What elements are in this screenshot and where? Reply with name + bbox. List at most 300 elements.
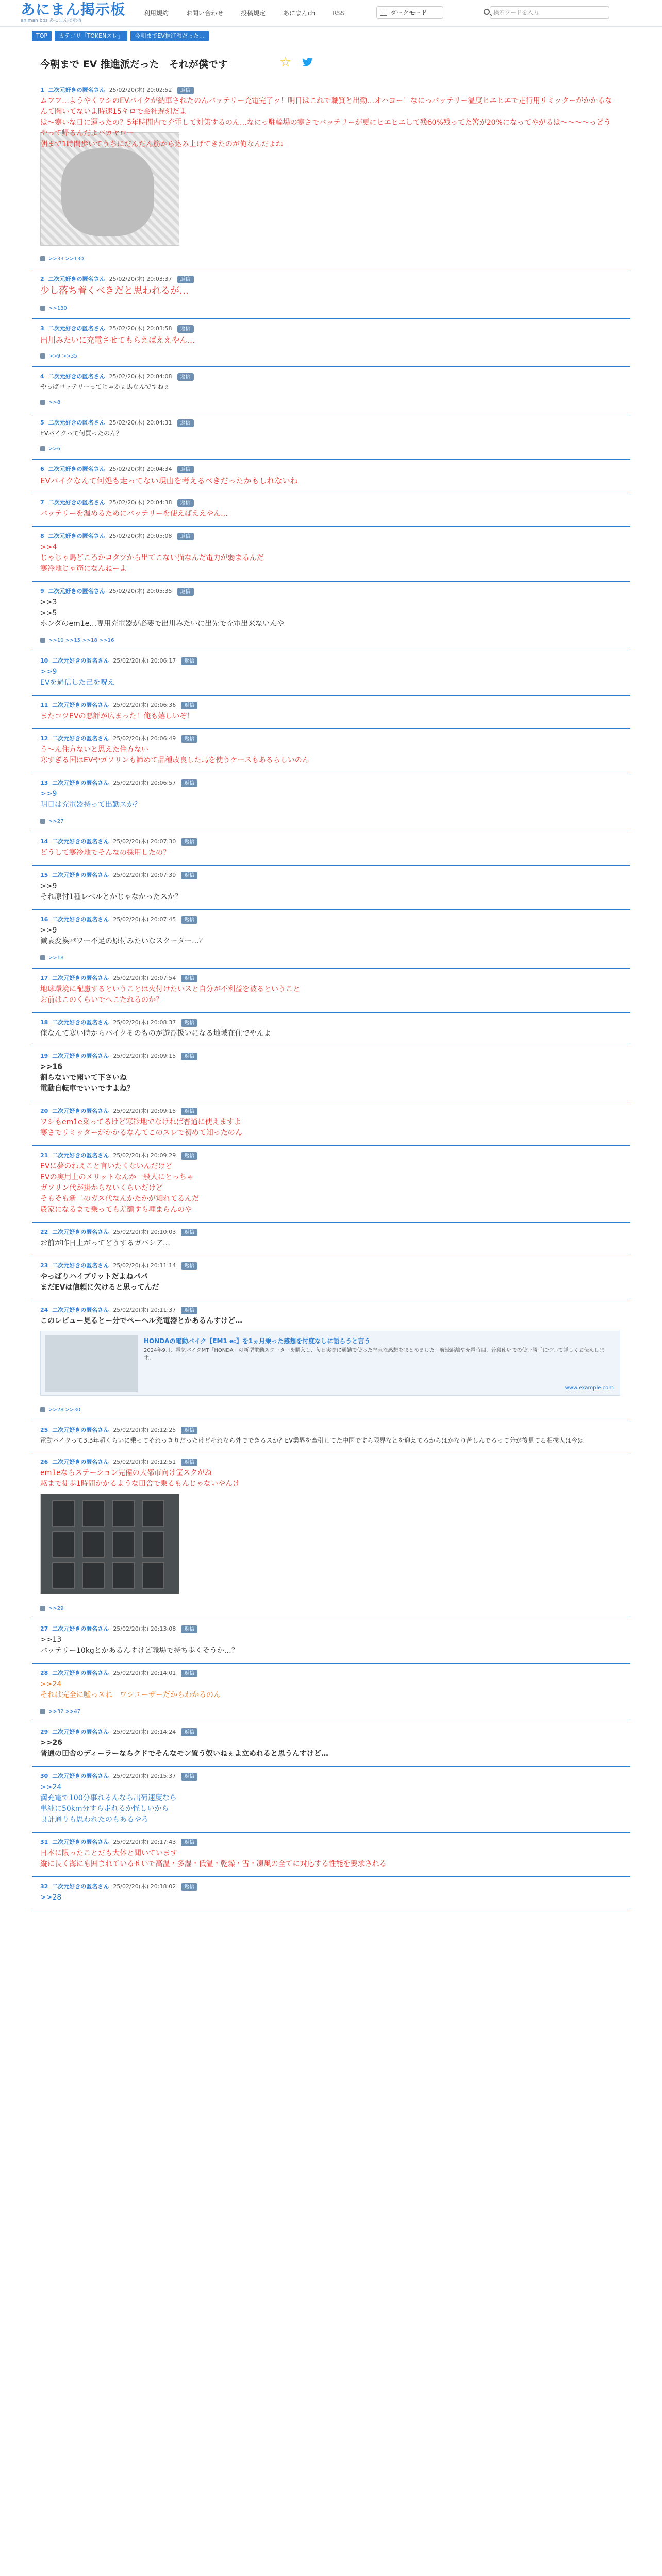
post-date: 25/02/20(木) 20:12:25 — [113, 1427, 176, 1433]
reply-button[interactable]: 返信 — [177, 466, 194, 473]
post-number[interactable]: 14 — [40, 838, 48, 845]
post-author: 二次元好きの匿名さん — [52, 1728, 109, 1735]
locker — [112, 1500, 135, 1527]
nav-contact[interactable]: お問い合わせ — [186, 10, 224, 17]
reply-links-text[interactable]: >>29 — [48, 1606, 64, 1612]
reply-button[interactable]: 返信 — [177, 533, 194, 540]
post-header — [40, 1426, 197, 1434]
reply-button[interactable]: 返信 — [181, 1625, 197, 1633]
reply-links[interactable] — [40, 819, 63, 824]
post-number[interactable]: 22 — [40, 1229, 48, 1235]
post-body — [40, 1238, 618, 1249]
reply-button[interactable]: 返信 — [181, 735, 197, 743]
post-number[interactable]: 4 — [40, 373, 44, 380]
post-date: 25/02/20(木) 20:07:45 — [113, 916, 176, 923]
post-item — [32, 1257, 630, 1300]
reply-links-text[interactable]: >>18 — [48, 955, 64, 961]
nav-animanch[interactable]: あにまんch — [283, 10, 316, 17]
reply-links[interactable] — [40, 256, 84, 262]
post-author: 二次元好きの匿名さん — [48, 373, 105, 380]
post-header — [40, 275, 194, 283]
reply-links-text[interactable]: >>8 — [48, 400, 61, 405]
reply-button[interactable]: 返信 — [181, 1053, 197, 1060]
reply-icon — [40, 446, 45, 451]
post-item — [32, 652, 630, 696]
post-item — [32, 697, 630, 729]
post-line[interactable]: >>16 — [40, 1063, 62, 1071]
reply-links-text[interactable]: >>28 >>30 — [48, 1407, 81, 1413]
post-number[interactable]: 9 — [40, 588, 44, 595]
post-body — [40, 1848, 618, 1870]
post-header — [40, 1151, 197, 1160]
post-item — [32, 320, 630, 367]
post-author: 二次元好きの匿名さん — [48, 588, 105, 595]
thread-header — [32, 52, 630, 77]
post-author: 二次元好きの匿名さん — [52, 1427, 109, 1433]
reply-links-text[interactable]: >>130 — [48, 306, 67, 311]
reply-button[interactable]: 返信 — [177, 499, 194, 507]
page-title: 今朝まで EV 推進派だった それが僕です — [40, 59, 228, 70]
post-header — [40, 974, 197, 982]
checkbox-icon[interactable] — [380, 9, 387, 16]
reply-button[interactable]: 返信 — [181, 1670, 197, 1677]
post-line[interactable]: >>9 — [40, 668, 57, 676]
reply-icon — [40, 955, 45, 960]
reply-button[interactable]: 返信 — [177, 87, 194, 94]
post-author: 二次元好きの匿名さん — [48, 466, 105, 472]
post-item — [32, 1103, 630, 1146]
locker — [142, 1562, 164, 1589]
post-number[interactable]: 32 — [40, 1883, 48, 1890]
site-subtitle: animan bbs あにまん掲示板 — [21, 18, 82, 23]
reply-button[interactable]: 返信 — [181, 1883, 197, 1891]
post-header — [40, 1107, 197, 1115]
post-body — [40, 96, 618, 150]
reply-button[interactable]: 返信 — [181, 1152, 197, 1160]
post-header — [40, 915, 197, 924]
reply-icon — [40, 819, 45, 824]
post-item — [32, 1014, 630, 1046]
post-number[interactable]: 18 — [40, 1019, 48, 1026]
post-author: 二次元好きの匿名さん — [52, 1019, 109, 1026]
post-author: 二次元好きの匿名さん — [52, 1229, 109, 1235]
post-number[interactable]: 28 — [40, 1670, 48, 1676]
star-icon[interactable]: ☆ — [279, 55, 292, 70]
post-header — [40, 778, 197, 787]
reply-button[interactable]: 返信 — [181, 872, 197, 879]
post-line: 単純に50km分すら走れるか怪しいから — [40, 1805, 169, 1813]
post-item — [32, 730, 630, 773]
post-number[interactable]: 25 — [40, 1427, 48, 1433]
post-number[interactable]: 31 — [40, 1839, 48, 1845]
top-nav — [135, 8, 354, 19]
post-header — [40, 1306, 197, 1314]
post-item — [32, 1147, 630, 1223]
post-number[interactable]: 5 — [40, 419, 44, 426]
post-header — [40, 656, 197, 665]
post-header — [40, 532, 194, 540]
post-number[interactable]: 6 — [40, 466, 44, 472]
post-date: 25/02/20(木) 20:04:31 — [109, 419, 172, 426]
post-number[interactable]: 11 — [40, 702, 48, 708]
nav-terms[interactable]: 利用規約 — [144, 10, 169, 17]
reply-links[interactable] — [40, 955, 63, 961]
header — [0, 0, 662, 27]
post-item — [32, 528, 630, 582]
post-header — [40, 1261, 197, 1270]
post-body — [40, 1316, 618, 1327]
reply-button[interactable]: 返信 — [181, 1262, 197, 1270]
breadcrumb-top[interactable]: TOP — [32, 31, 52, 41]
post-header — [40, 701, 197, 709]
post-header — [40, 1669, 197, 1677]
post-number[interactable]: 2 — [40, 276, 44, 282]
post-number[interactable]: 1 — [40, 87, 44, 93]
post-line: このレビュー見るとー分でペーヘル充電器とかあるんすけど… — [40, 1317, 242, 1325]
post-author: 二次元好きの匿名さん — [52, 1053, 109, 1059]
post-line: やっぱバッテリーってじゃかぁ馬なんですねぇ — [40, 383, 170, 391]
post-body — [40, 925, 618, 947]
post-item — [32, 1723, 630, 1767]
post-date: 25/02/20(木) 20:04:08 — [109, 373, 172, 380]
post-number[interactable]: 20 — [40, 1108, 48, 1114]
post-body — [40, 429, 618, 438]
reply-button[interactable]: 返信 — [181, 1307, 197, 1314]
post-line: それ原付1種レベルとかじゃなかったスか？ — [40, 893, 182, 901]
reply-button[interactable]: 返信 — [181, 1728, 197, 1736]
post-line: 電動自転車でいいですよね？ — [40, 1084, 134, 1093]
post-line: ガソリン代が掛からないくらいだけど — [40, 1184, 163, 1192]
post-line: 減衰変換パワー不足の原付みたいなスクーター…？ — [40, 937, 206, 945]
nav-guidelines[interactable]: 投稿規定 — [241, 10, 266, 17]
reply-button[interactable]: 返信 — [181, 1459, 197, 1466]
post-date: 25/02/20(木) 20:06:49 — [113, 735, 176, 742]
locker — [142, 1531, 164, 1558]
post-date: 25/02/20(木) 20:09:15 — [113, 1053, 176, 1059]
reply-icon — [40, 638, 45, 643]
preview-text: 2024年9月、電気バイクMT「HONDA」の新型電動スクーターを購入し、毎日実際に通勤で使った率直な感想をまとめました。航続距離や充電時間、普段使いでの使い勝手について詳しくお伝えします。 — [144, 1348, 605, 1361]
post-item — [32, 911, 630, 969]
post-body — [40, 475, 618, 486]
post-author: 二次元好きの匿名さん — [52, 872, 109, 878]
post-line: 少し落ち着くべきだと思われるが… — [40, 285, 189, 296]
post-body — [40, 984, 618, 1006]
post-author: 二次元好きの匿名さん — [52, 838, 109, 845]
post-author: 二次元好きの匿名さん — [52, 735, 109, 742]
reply-links[interactable] — [40, 306, 67, 311]
reply-links[interactable] — [40, 446, 60, 452]
post-line: 朝まで1時間歩いてうちにだんだん筋から込み上げてきたのが俺なんだよね — [40, 140, 283, 148]
site-logo[interactable] — [21, 2, 125, 24]
post-number[interactable]: 15 — [40, 872, 48, 878]
post-author: 二次元好きの匿名さん — [52, 1773, 109, 1780]
post-header — [40, 1018, 197, 1027]
post-date: 25/02/20(木) 20:05:35 — [109, 588, 172, 595]
post-header — [40, 1624, 197, 1633]
post-line: 満充電で100分事れるんなら出荷速度なら — [40, 1794, 177, 1802]
post-line: そもそも新二のガス代なんかたかが知れてるんだ — [40, 1195, 199, 1203]
post-line: どうして寒冷地でそんなの採用したの？ — [40, 849, 170, 857]
post-number[interactable]: 7 — [40, 499, 44, 506]
post-author: 二次元好きの匿名さん — [48, 419, 105, 426]
post-date: 25/02/20(木) 20:10:03 — [113, 1229, 176, 1235]
post-line: は〜寒いな日に運ったの？5年時間内で充電して対策するのん…なにっ駐輪場の寒さでバッテリーが更にヒエヒエして残60%残ってた筈が20%になってやがるは〜〜〜〜っどうやって帰るんだよバカヤロー — [40, 118, 611, 138]
reply-links-text[interactable]: >>32 >>47 — [48, 1709, 81, 1715]
post-item — [32, 867, 630, 910]
post-line: 出川みたいに充電させてもらえばええやん… — [40, 335, 195, 345]
post-number[interactable]: 27 — [40, 1625, 48, 1632]
post-line: 寒さでリミッターがかかるなんてこのスレで初めて知ったのん — [40, 1129, 242, 1137]
darkmode-toggle[interactable]: ダークモード — [376, 6, 443, 19]
twitter-icon[interactable] — [300, 56, 315, 68]
reply-button[interactable]: 返信 — [181, 1773, 197, 1781]
post-body — [40, 1062, 618, 1094]
post-line: EVに夢のねえこと言いたくないんだけど — [40, 1162, 173, 1171]
reply-button[interactable]: 返信 — [181, 975, 197, 982]
post-line: 農家になるまで乗っても差額すら埋まらんのや — [40, 1206, 192, 1214]
post-date: 25/02/20(木) 20:06:57 — [113, 779, 176, 786]
post-line: 駆まで徒歩1時間かかるような田舎で乗るもんじゃないやんけ — [40, 1480, 240, 1488]
reply-links[interactable] — [40, 400, 60, 405]
post-date: 25/02/20(木) 20:07:39 — [113, 872, 176, 878]
post-item — [32, 1834, 630, 1877]
reply-button[interactable]: 返信 — [177, 588, 194, 596]
post-item — [32, 1878, 630, 1910]
post-line: 寒冷地じゃ筋になんねーよ — [40, 565, 127, 573]
post-line: やっぱりハイブリットだよねパパ — [40, 1273, 148, 1281]
post-item — [32, 461, 630, 493]
post-header — [40, 372, 194, 381]
post-line: じゃじゃ馬どころかコタツから出てこない猫なんだ電力が弱まるんだ — [40, 554, 264, 562]
reply-button[interactable]: 返信 — [177, 373, 194, 381]
battery-station-image[interactable] — [40, 1494, 179, 1594]
reply-links[interactable] — [40, 1709, 80, 1715]
post-author: 二次元好きの匿名さん — [52, 1459, 109, 1465]
reply-links[interactable] — [40, 638, 114, 643]
locker — [82, 1562, 105, 1589]
preview-url[interactable]: www.example.com — [565, 1385, 614, 1391]
nav-rss[interactable]: RSS — [333, 10, 345, 17]
breadcrumb-category[interactable]: カテゴリ「TOKENスレ」 — [55, 31, 127, 41]
post-author: 二次元好きの匿名さん — [52, 657, 109, 664]
post-date: 25/02/20(木) 20:14:24 — [113, 1728, 176, 1735]
reply-button[interactable]: 返信 — [177, 419, 194, 427]
post-header — [40, 734, 197, 743]
reply-links-text[interactable]: >>10 >>15 >>18 >>16 — [48, 638, 114, 643]
reply-links-text[interactable]: >>6 — [48, 446, 61, 452]
reply-icon — [40, 256, 45, 261]
post-line[interactable]: >>5 — [40, 609, 57, 617]
post-item — [32, 270, 630, 319]
post-line[interactable]: >>28 — [40, 1893, 62, 1902]
post-line: 縦に長く海にも囲まれているせいで高温・多湿・低温・乾燥・雪・凍風の全てに対応する性能を要求される — [40, 1860, 387, 1868]
post-item — [32, 1620, 630, 1664]
post-line[interactable]: >>13 — [40, 1636, 62, 1644]
post-line: お前が昨日上がってどうするガバシア… — [40, 1239, 170, 1247]
post-author: 二次元好きの匿名さん — [52, 1262, 109, 1269]
post-line: 日本に限ったことだも大体と聞いています — [40, 1849, 177, 1857]
post-line: バッテリーを温めるためにバッテリーを使えばええやん… — [40, 510, 228, 518]
reply-icon — [40, 400, 45, 405]
post-body — [40, 597, 618, 630]
reply-button[interactable]: 返信 — [181, 657, 197, 665]
post-author: 二次元好きの匿名さん — [48, 325, 105, 332]
post-number[interactable]: 16 — [40, 916, 48, 923]
post-author: 二次元好きの匿名さん — [48, 499, 105, 506]
post-body — [40, 711, 618, 722]
reply-icon — [40, 1606, 45, 1611]
post-number[interactable]: 30 — [40, 1773, 48, 1780]
reply-button[interactable]: 返信 — [177, 325, 194, 333]
preview-thumbnail — [45, 1335, 138, 1392]
post-body — [40, 881, 618, 903]
locker — [142, 1500, 164, 1527]
reply-links[interactable] — [40, 1606, 63, 1612]
manga-figure — [61, 148, 154, 236]
post-author: 二次元好きの匿名さん — [48, 276, 105, 282]
post-body — [40, 1161, 618, 1215]
post-body — [40, 848, 618, 858]
post-item — [32, 494, 630, 527]
reply-links[interactable] — [40, 353, 77, 359]
post-author: 二次元好きの匿名さん — [52, 1883, 109, 1890]
search-input[interactable]: 検索ワードを入力 — [490, 6, 609, 19]
reply-button[interactable]: 返信 — [181, 779, 197, 787]
reply-links-text[interactable]: >>27 — [48, 819, 64, 824]
post-header — [40, 1727, 197, 1736]
post-author: 二次元好きの匿名さん — [52, 975, 109, 981]
locker — [112, 1562, 135, 1589]
breadcrumb-thread[interactable]: 今朝までEV推進派だった… — [130, 31, 208, 41]
post-author: 二次元好きの匿名さん — [52, 1152, 109, 1159]
post-number[interactable]: 8 — [40, 533, 44, 539]
search-icon[interactable] — [484, 9, 490, 15]
post-line: まだEVは信頼に欠けると思ってんだ — [40, 1283, 159, 1292]
post-author: 二次元好きの匿名さん — [48, 533, 105, 539]
post-number[interactable]: 24 — [40, 1307, 48, 1313]
post-line: 地球環境に配慮するということは火付けたいスと自分が不利益を被るということ — [40, 985, 300, 993]
post-item — [32, 1453, 630, 1619]
locker — [52, 1531, 75, 1558]
post-line[interactable]: >>26 — [40, 1739, 62, 1747]
post-line: 俺なんて寒い時からバイクそのものが遊び扱いになる地域在住でやんよ — [40, 1029, 271, 1038]
post-item — [32, 1768, 630, 1833]
post-line: EVバイクなんて何処も走ってない現由を考えるべきだったかもしれないね — [40, 476, 298, 485]
post-item — [32, 1047, 630, 1101]
post-date: 25/02/20(木) 20:07:54 — [113, 975, 176, 981]
post-author: 二次元好きの匿名さん — [52, 1108, 109, 1114]
post-body — [40, 744, 618, 766]
post-body — [40, 382, 618, 392]
post-header — [40, 871, 197, 879]
reply-button[interactable]: 返信 — [177, 276, 194, 283]
reply-button[interactable]: 返信 — [181, 916, 197, 924]
post-number[interactable]: 19 — [40, 1053, 48, 1059]
post-body — [40, 1679, 618, 1701]
post-date: 25/02/20(木) 20:02:52 — [109, 87, 172, 93]
post-number[interactable]: 12 — [40, 735, 48, 742]
post-date: 25/02/20(木) 20:11:14 — [113, 1262, 176, 1269]
post-body — [40, 334, 618, 346]
post-line[interactable]: >>9 — [40, 790, 57, 798]
reply-button[interactable]: 返信 — [181, 1229, 197, 1236]
post-item — [32, 970, 630, 1013]
post-item — [32, 1665, 630, 1722]
reply-icon — [40, 306, 45, 311]
post-number[interactable]: 10 — [40, 657, 48, 664]
post-body — [40, 1782, 618, 1825]
post-author: 二次元好きの匿名さん — [52, 1670, 109, 1676]
post-header — [40, 86, 194, 94]
locker — [52, 1500, 75, 1527]
post-body — [40, 1436, 618, 1445]
post-date: 25/02/20(木) 20:05:08 — [109, 533, 172, 539]
post-body — [40, 509, 618, 519]
post-line: ワシもem1e乗ってるけど寒冷地でなければ普通に使えますよ — [40, 1118, 241, 1126]
post-line: 明日は充電器持って出勤スか？ — [40, 801, 141, 809]
post-line: それは完全に嘘っスね ワシユーザーだからわかるのん — [40, 1691, 221, 1699]
reply-button[interactable]: 返信 — [181, 1839, 197, 1846]
post-line: EVを過信した己を呪え — [40, 679, 115, 687]
post-item — [32, 1301, 630, 1420]
reply-button[interactable]: 返信 — [181, 1427, 197, 1434]
post-header — [40, 1228, 197, 1236]
post-author: 二次元好きの匿名さん — [52, 702, 109, 708]
post-line: 良計通りも思われたのもあるやろ — [40, 1816, 148, 1824]
preview-title[interactable]: HONDAの電動バイク【EM1 e:】を1ヵ月乗った感想を忖度なしに語らうと言う — [144, 1337, 371, 1345]
post-body — [40, 1468, 618, 1489]
post-body — [40, 1635, 618, 1656]
post-date: 25/02/20(木) 20:15:37 — [113, 1773, 176, 1780]
post-line[interactable]: >>24 — [40, 1783, 62, 1791]
post-line[interactable]: >>24 — [40, 1680, 62, 1688]
post-number[interactable]: 23 — [40, 1262, 48, 1269]
post-line: お前はこのくらいでへこたれるのか？ — [40, 996, 163, 1004]
post-body — [40, 1892, 618, 1903]
reply-links-text[interactable]: >>33 >>130 — [48, 256, 84, 262]
post-number[interactable]: 17 — [40, 975, 48, 981]
link-preview-card[interactable] — [40, 1331, 620, 1396]
post-number[interactable]: 29 — [40, 1728, 48, 1735]
post-number[interactable]: 13 — [40, 779, 48, 786]
post-header — [40, 324, 194, 333]
post-body — [40, 1117, 618, 1139]
reply-button[interactable]: 返信 — [181, 838, 197, 846]
reply-links[interactable] — [40, 1407, 80, 1413]
post-date: 25/02/20(木) 20:09:15 — [113, 1108, 176, 1114]
reply-button[interactable]: 返信 — [181, 1108, 197, 1115]
site-title[interactable]: あにまん掲示板 — [21, 1, 126, 18]
post-item — [32, 414, 630, 460]
post-number[interactable]: 3 — [40, 325, 44, 332]
post-item — [32, 583, 630, 651]
post-header — [40, 498, 194, 507]
post-date: 25/02/20(木) 20:04:38 — [109, 499, 172, 506]
reply-button[interactable]: 返信 — [181, 1019, 197, 1027]
post-number[interactable]: 26 — [40, 1459, 48, 1465]
post-line[interactable]: >>3 — [40, 598, 57, 606]
post-number[interactable]: 21 — [40, 1152, 48, 1159]
post-date: 25/02/20(木) 20:07:30 — [113, 838, 176, 845]
post-body — [40, 1738, 618, 1759]
reply-button[interactable]: 返信 — [181, 702, 197, 709]
post-header — [40, 1838, 197, 1846]
post-line[interactable]: >>4 — [40, 543, 57, 551]
reply-links-text[interactable]: >>9 >>35 — [48, 353, 77, 359]
post-line[interactable]: >>9 — [40, 882, 57, 890]
post-line[interactable]: >>9 — [40, 926, 57, 935]
post-header — [40, 587, 194, 596]
